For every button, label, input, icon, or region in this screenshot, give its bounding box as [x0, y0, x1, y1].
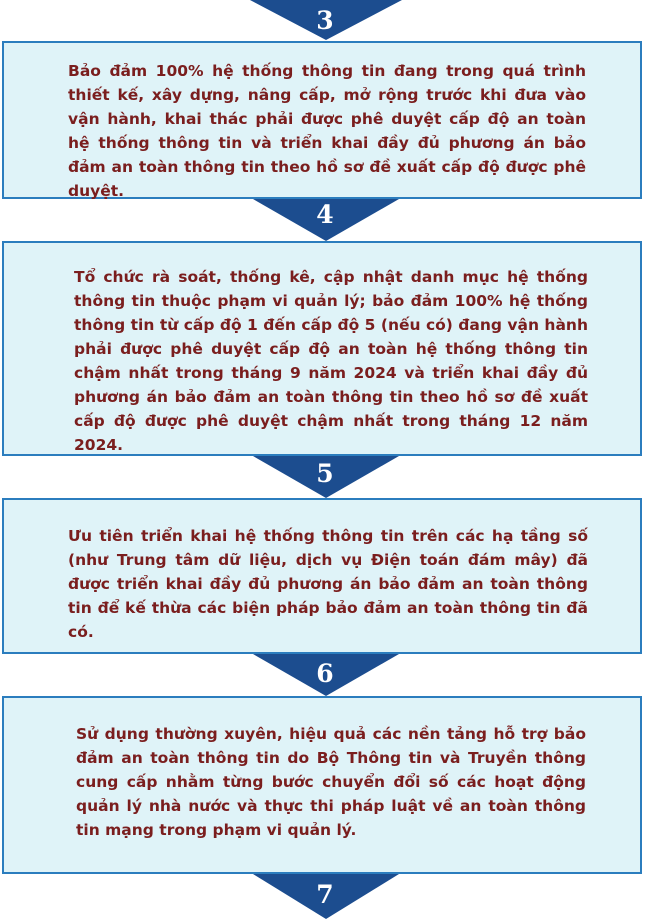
step-6-number: 6 — [316, 659, 334, 688]
step-4-number: 4 — [316, 200, 334, 229]
step-3-text: Bảo đảm 100% hệ thống thông tin đang trong quá trình thiết kế, xây dựng, nâng cấp, mở rộng trước khi đưa vào vận hành, khai thác phải được phê duyệt cấp độ an toàn hệ thống thông tin và triển khai đầy đủ phương án bảo đảm an toàn thông tin theo hồ sơ đề xuất cấp độ được phê duyệt. — [68, 62, 586, 200]
step-6-text: Sử dụng thường xuyên, hiệu quả các nền tảng hỗ trợ bảo đảm an toàn thông tin do Bộ Thông tin và Truyền thông cung cấp nhằm từng bước chuyển đổi số các hoạt động quản lý nhà nước và thực thi pháp luật về an toàn thông tin mạng trong phạm vi quản lý. — [76, 725, 586, 839]
step-7-number: 7 — [316, 880, 334, 909]
step-4-badge — [0, 199, 650, 241]
step-5-number: 5 — [316, 459, 334, 488]
step-5-text: Ưu tiên triển khai hệ thống thông tin trên các hạ tầng số (như Trung tâm dữ liệu, dịch vụ Điện toán đám mây) đã được triển khai đầy đủ phương án bảo đảm an toàn thông tin để kế thừa các biện pháp bảo đảm an toàn thông tin đã có. — [68, 527, 588, 641]
step-5-badge — [0, 456, 650, 498]
step-3-card — [2, 41, 642, 199]
step-5-card — [2, 498, 642, 654]
step-3-number: 3 — [316, 6, 334, 35]
step-3-badge — [0, 0, 650, 40]
step-7-badge — [0, 874, 650, 919]
step-6-badge — [0, 654, 650, 696]
step-4-text: Tổ chức rà soát, thống kê, cập nhật danh mục hệ thống thông tin thuộc phạm vi quản lý; bảo đảm 100% hệ thống thông tin từ cấp độ 1 đến cấp độ 5 (nếu có) đang vận hành phải được phê duyệt cấp độ an toàn hệ thống thông tin chậm nhất trong tháng 9 năm 2024 và triển khai đầy đủ phương án bảo đảm an toàn thông tin theo hồ sơ đề xuất cấp độ được phê duyệt chậm nhất trong tháng 12 năm 2024. — [74, 268, 588, 454]
step-6-card — [2, 696, 642, 874]
step-4-card — [2, 241, 642, 456]
